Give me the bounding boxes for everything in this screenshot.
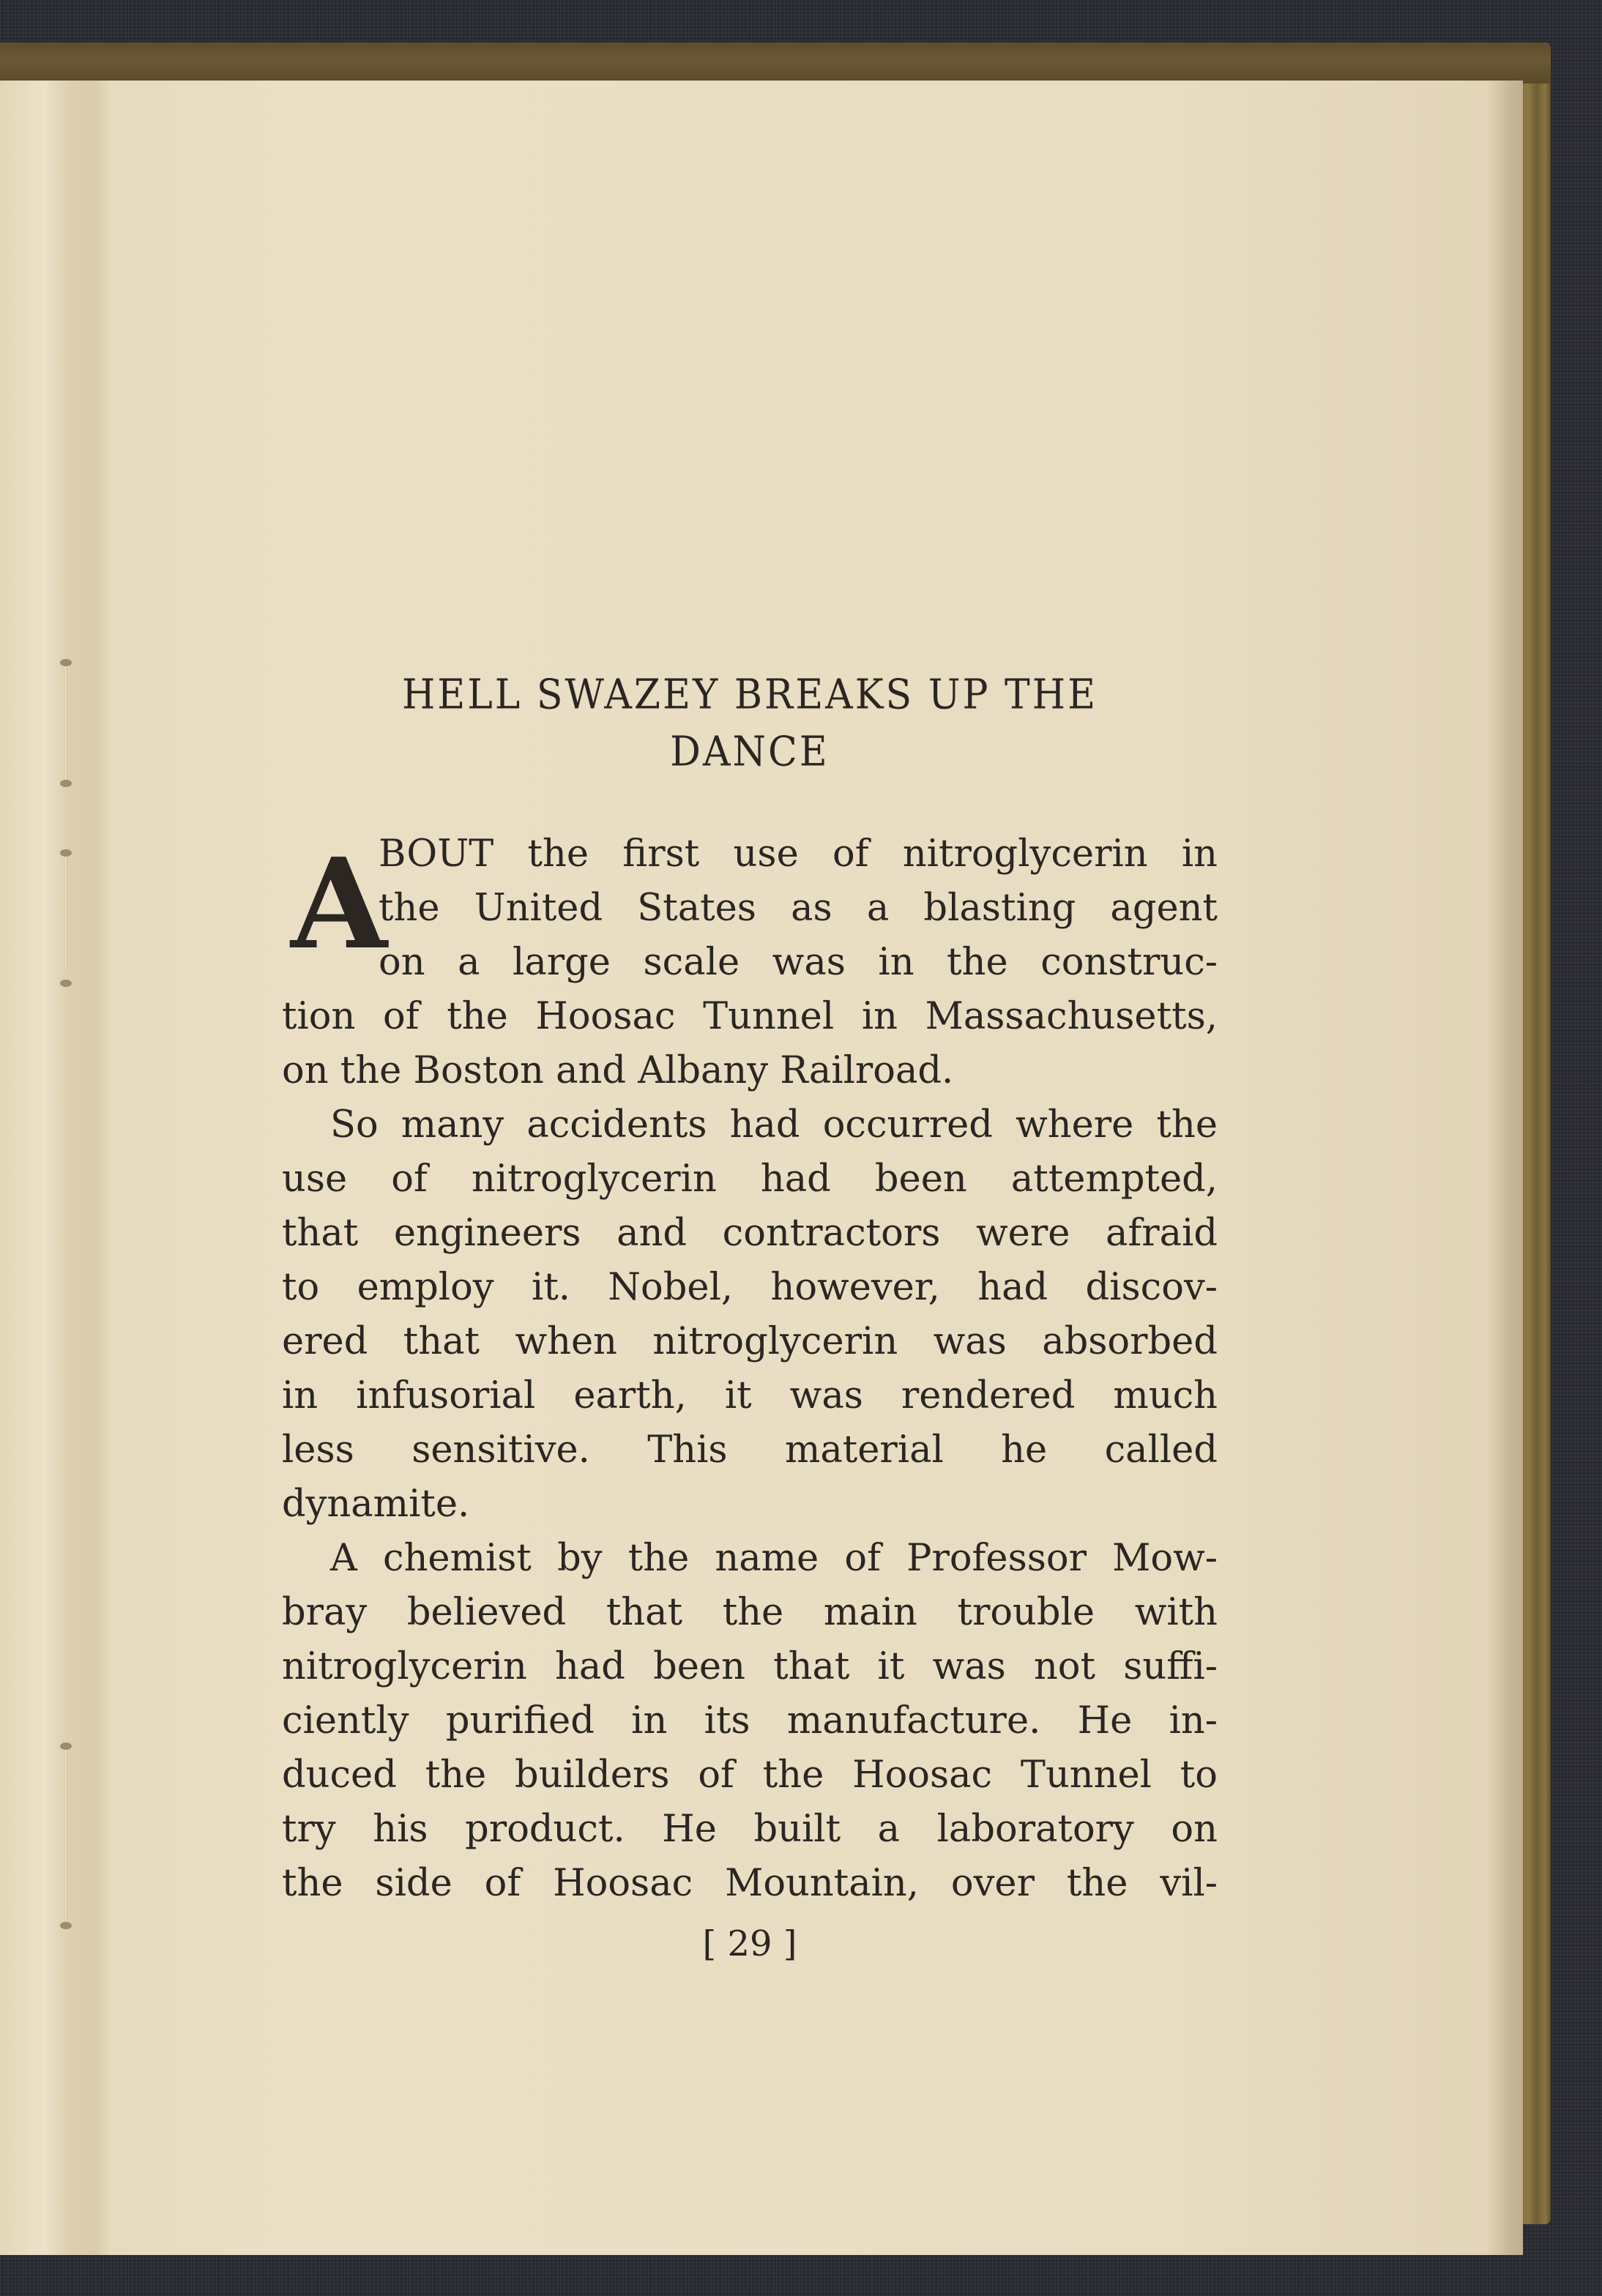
text-line: A chemist by the name of Professor Mow- bbox=[330, 1537, 1218, 1580]
binding-stitch bbox=[60, 980, 72, 987]
text-line: the United States as a blasting agent bbox=[379, 887, 1218, 930]
text-line: try his product. He built a laboratory on bbox=[282, 1808, 1218, 1851]
page-number: [ 29 ] bbox=[702, 1923, 797, 1964]
binding-stitch bbox=[60, 780, 72, 787]
text-line: BOUT the first use of nitroglycerin in bbox=[379, 832, 1218, 876]
binding-top bbox=[0, 42, 1551, 83]
drop-cap: A bbox=[291, 831, 387, 977]
text-line: dynamite. bbox=[282, 1483, 470, 1526]
chapter-title-line-2: DANCE bbox=[670, 728, 830, 776]
binding-thread bbox=[64, 1750, 67, 1918]
text-line: on a large scale was in the construc- bbox=[379, 941, 1218, 984]
text-line: ciently purified in its manufacture. He in- bbox=[282, 1699, 1218, 1742]
text-line: So many accidents had occurred where the bbox=[330, 1103, 1218, 1147]
text-line: on the Boston and Albany Railroad. bbox=[282, 1049, 954, 1092]
book-page bbox=[0, 81, 1523, 2255]
binding-stitch bbox=[60, 1922, 72, 1929]
text-line: that engineers and contractors were afraid bbox=[282, 1212, 1218, 1255]
text-line: ered that when nitroglycerin was absorbed bbox=[282, 1320, 1218, 1363]
text-line: the side of Hoosac Mountain, over the vil- bbox=[282, 1862, 1218, 1905]
binding-stitch bbox=[60, 1742, 72, 1750]
text-line: less sensitive. This material he called bbox=[282, 1428, 1218, 1472]
text-line: bray believed that the main trouble with bbox=[282, 1591, 1218, 1634]
chapter-title-line-1: HELL SWAZEY BREAKS UP THE bbox=[401, 671, 1098, 719]
text-line: nitroglycerin had been that it was not suffi- bbox=[282, 1645, 1218, 1688]
text-line: to employ it. Nobel, however, had discov- bbox=[282, 1266, 1218, 1309]
binding-thread bbox=[64, 666, 67, 783]
text-line: duced the builders of the Hoosac Tunnel to bbox=[282, 1753, 1218, 1797]
binding-stitch bbox=[60, 659, 72, 666]
text-line: tion of the Hoosac Tunnel in Massachusetts, bbox=[282, 995, 1218, 1038]
binding-thread bbox=[64, 857, 67, 966]
binding-stitch bbox=[60, 849, 72, 857]
text-line: use of nitroglycerin had been attempted, bbox=[282, 1158, 1218, 1201]
text-line: in infusorial earth, it was rendered much bbox=[282, 1374, 1218, 1417]
